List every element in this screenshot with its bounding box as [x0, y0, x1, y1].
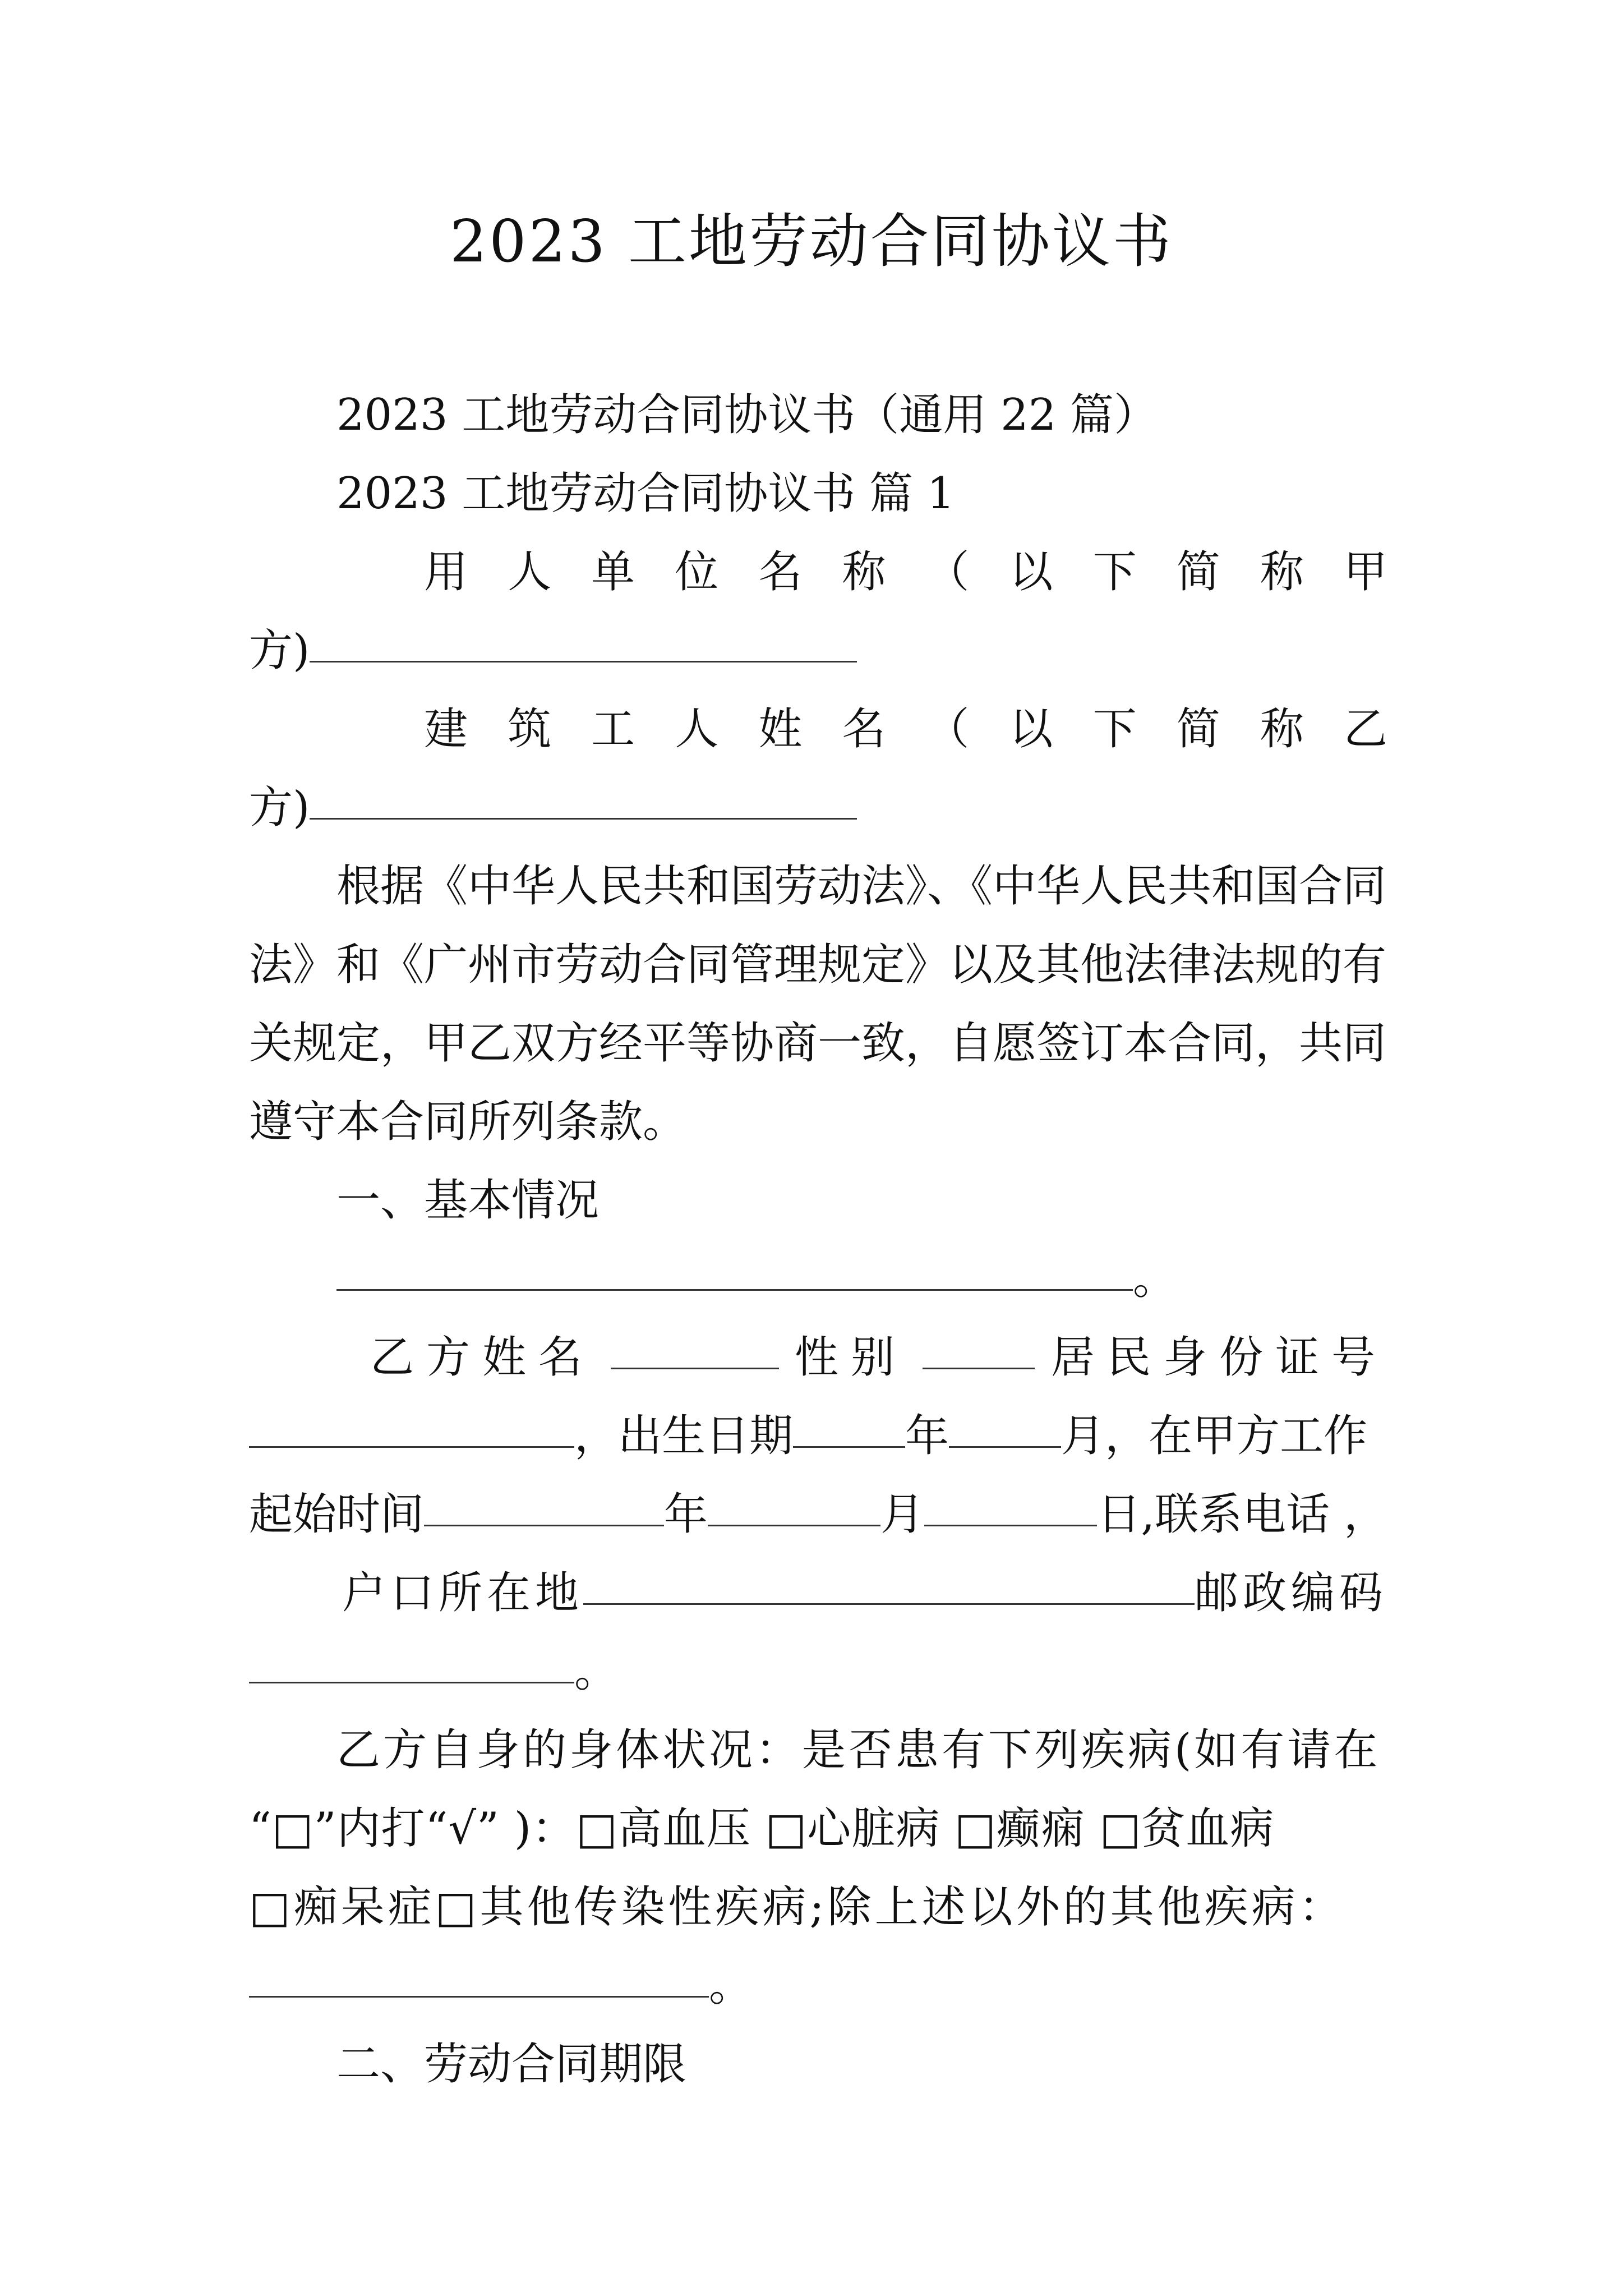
- start-year-blank: [424, 1475, 664, 1526]
- label-char: 称: [842, 547, 886, 597]
- label-char: 用: [424, 547, 468, 597]
- blank-line: [336, 1240, 1133, 1291]
- worker-name-label: [424, 690, 1387, 769]
- label-char: 以: [1009, 547, 1053, 597]
- id-label: 居民身份证号: [1050, 1332, 1387, 1383]
- employer-name-label-end: 方): [249, 625, 310, 676]
- day-phone-label: 日,联系电话 ，: [1097, 1489, 1387, 1540]
- worker-info-row-1: [370, 1318, 1387, 1397]
- postcode-blank: [249, 1632, 574, 1683]
- blank-line-row: [336, 1240, 1387, 1318]
- gender-label: 性别: [794, 1332, 907, 1383]
- health-line-2: “□”内打“√” )：□高血压 □心脏病 □癫痫 □贫血病: [249, 1803, 1275, 1854]
- gender-blank: [923, 1318, 1035, 1369]
- heading-basic-info: 一、基本情况: [336, 1175, 600, 1226]
- employer-name-row: [249, 611, 1387, 690]
- start-month-label: 月: [880, 1489, 925, 1540]
- worker-name-row: [249, 769, 1387, 847]
- start-year-label: 年: [663, 1489, 708, 1540]
- hukou-row: [342, 1554, 1387, 1632]
- label-char: 单: [591, 547, 635, 597]
- label-char: 乙: [1343, 704, 1387, 754]
- worker-info-row-3: [249, 1475, 1387, 1554]
- start-time-label: 起始时间: [249, 1489, 425, 1540]
- name-blank: [611, 1318, 779, 1369]
- hukou-blank: [583, 1554, 1195, 1605]
- label-char: 工: [591, 704, 635, 754]
- label-char: 简: [1176, 547, 1220, 597]
- postcode-label: 邮政编码: [1195, 1568, 1388, 1618]
- label-char: 甲: [1343, 547, 1387, 597]
- label-char: 简: [1176, 704, 1220, 754]
- label-char: （: [925, 547, 970, 597]
- basis-line-1: 根据《中华人民共和国劳动法》、《中华人民共和国合同: [336, 861, 1387, 912]
- label-char: 人: [508, 547, 552, 597]
- label-char: 筑: [508, 704, 552, 754]
- birth-year-blank: [793, 1397, 905, 1448]
- label-char: 名: [842, 704, 886, 754]
- label-char: 名: [758, 547, 803, 597]
- basis-line-2: 法》和《广州市劳动合同管理规定》以及其他法律法规的有: [249, 940, 1387, 990]
- employer-name-blank: [310, 611, 857, 662]
- document-title: 2023 工地劳动合同协议书: [450, 207, 1173, 275]
- label-char: 位: [675, 547, 719, 597]
- section-heading: 2023 工地劳动合同协议书 篇 1: [336, 468, 955, 519]
- heading-contract-term: 二、劳动合同期限: [336, 2039, 687, 2090]
- start-month-blank: [708, 1475, 880, 1526]
- worker-name-blank: [310, 769, 857, 820]
- name-label: 乙方姓名: [370, 1332, 595, 1383]
- birth-month-blank: [949, 1397, 1061, 1448]
- label-char: 称: [1260, 704, 1304, 754]
- postcode-end: 。: [574, 1646, 619, 1697]
- worker-info-row-2: [249, 1397, 1387, 1475]
- other-disease-row: [249, 1947, 1387, 2025]
- label-char: （: [925, 704, 970, 754]
- label-char: 以: [1009, 704, 1053, 754]
- period-mark: 。: [1133, 1254, 1177, 1304]
- label-char: 下: [1092, 704, 1137, 754]
- postcode-row: [249, 1632, 1387, 1711]
- basis-line-4: 遵守本合同所列条款。: [249, 1097, 687, 1147]
- id-blank: [249, 1397, 574, 1448]
- label-char: 称: [1260, 547, 1304, 597]
- label-char: 人: [675, 704, 719, 754]
- birth-month-start-label: 月: [1061, 1411, 1105, 1461]
- health-line-3: □痴呆症□其他传染性疾病;除上述以外的其他疾病：: [249, 1882, 1346, 1932]
- other-disease-period: 。: [709, 1961, 753, 2011]
- hukou-label: 户口所在地: [342, 1568, 584, 1618]
- birth-label: ，出生日期: [574, 1411, 794, 1461]
- birth-year-label: 年: [905, 1411, 949, 1461]
- label-char: 建: [424, 704, 468, 754]
- document-subtitle: 2023 工地劳动合同协议书（通用 22 篇）: [336, 390, 1158, 440]
- label-char: 姓: [758, 704, 803, 754]
- start-day-blank: [924, 1475, 1097, 1526]
- start-work-label: ，在甲方工作: [1105, 1411, 1368, 1461]
- health-line-1: 乙方自身的身体状况：是否患有下列疾病(如有请在: [336, 1725, 1381, 1775]
- label-char: 下: [1092, 547, 1137, 597]
- basis-line-3: 关规定，甲乙双方经平等协商一致，自愿签订本合同，共同: [249, 1018, 1387, 1069]
- employer-name-label: [424, 533, 1387, 611]
- worker-name-label-end: 方): [249, 783, 310, 833]
- other-disease-blank: [249, 1947, 709, 1998]
